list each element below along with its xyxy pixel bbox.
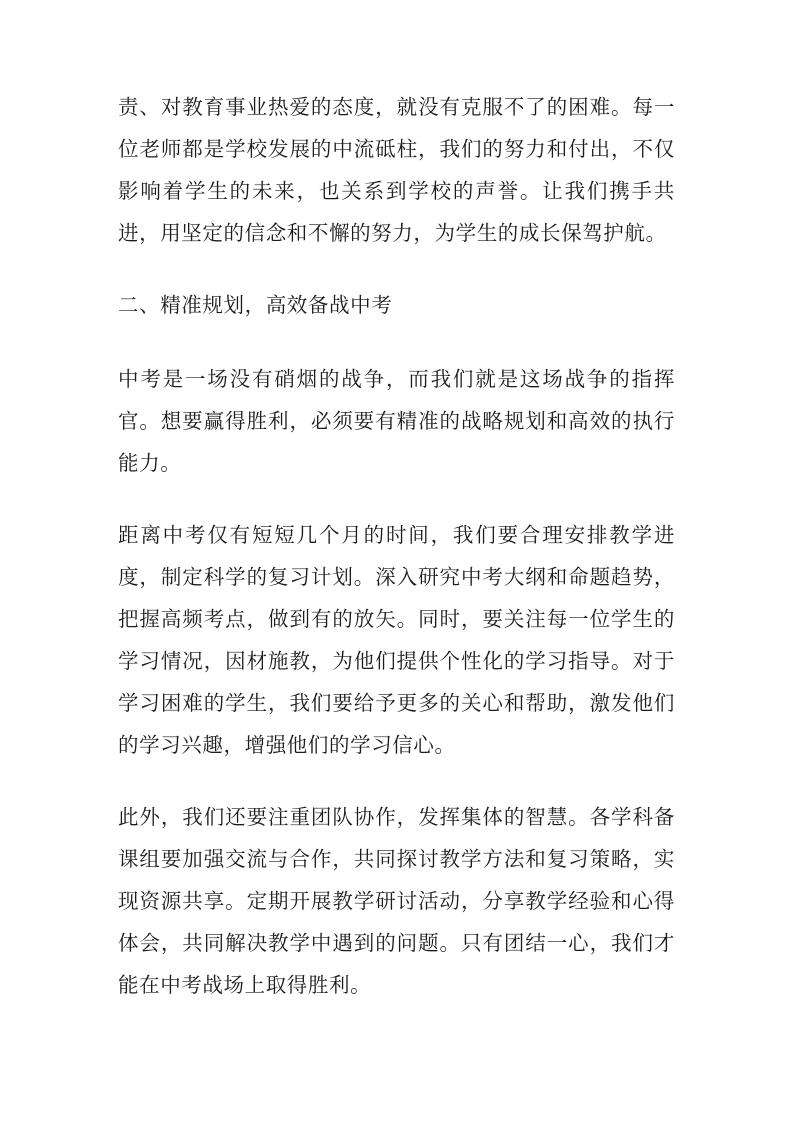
document-body <box>118 86 675 1006</box>
paragraph-4: 此外，我们还要注重团队协作，发挥集体的智慧。各学科备课组要加强交流与合作，共同探讨教学方法和复习策略，实现资源共享。定期开展教学研讨活动，分享教学经验和心得体会，共同解决教学中遇到的问题。只有团结一心，我们才能在中考战场上取得胜利。 <box>118 805 675 997</box>
paragraph-2: 中考是一场没有硝烟的战争，而我们就是这场战争的指挥官。想要赢得胜利，必须要有精准的战略规划和高效的执行能力。 <box>118 367 675 475</box>
section-heading-2: 二、精准规划，高效备战中考 <box>118 293 393 317</box>
paragraph-1: 责、对教育事业热爱的态度，就没有克服不了的困难。每一位老师都是学校发展的中流砥柱，我们的努力和付出，不仅影响着学生的未来，也关系到学校的声誉。让我们携手共进，用坚定的信念和不懈的努力，为学生的成长保驾护航。 <box>118 95 675 245</box>
paragraph-3: 距离中考仅有短短几个月的时间，我们要合理安排教学进度，制定科学的复习计划。深入研究中考大纲和命题趋势，把握高频考点，做到有的放矢。同时，要关注每一位学生的学习情况，因材施教，为他们提供个性化的学习指导。对于学习困难的学生，我们要给予更多的关心和帮助，激发他们的学习兴趣，增强他们的学习信心。 <box>118 523 675 757</box>
